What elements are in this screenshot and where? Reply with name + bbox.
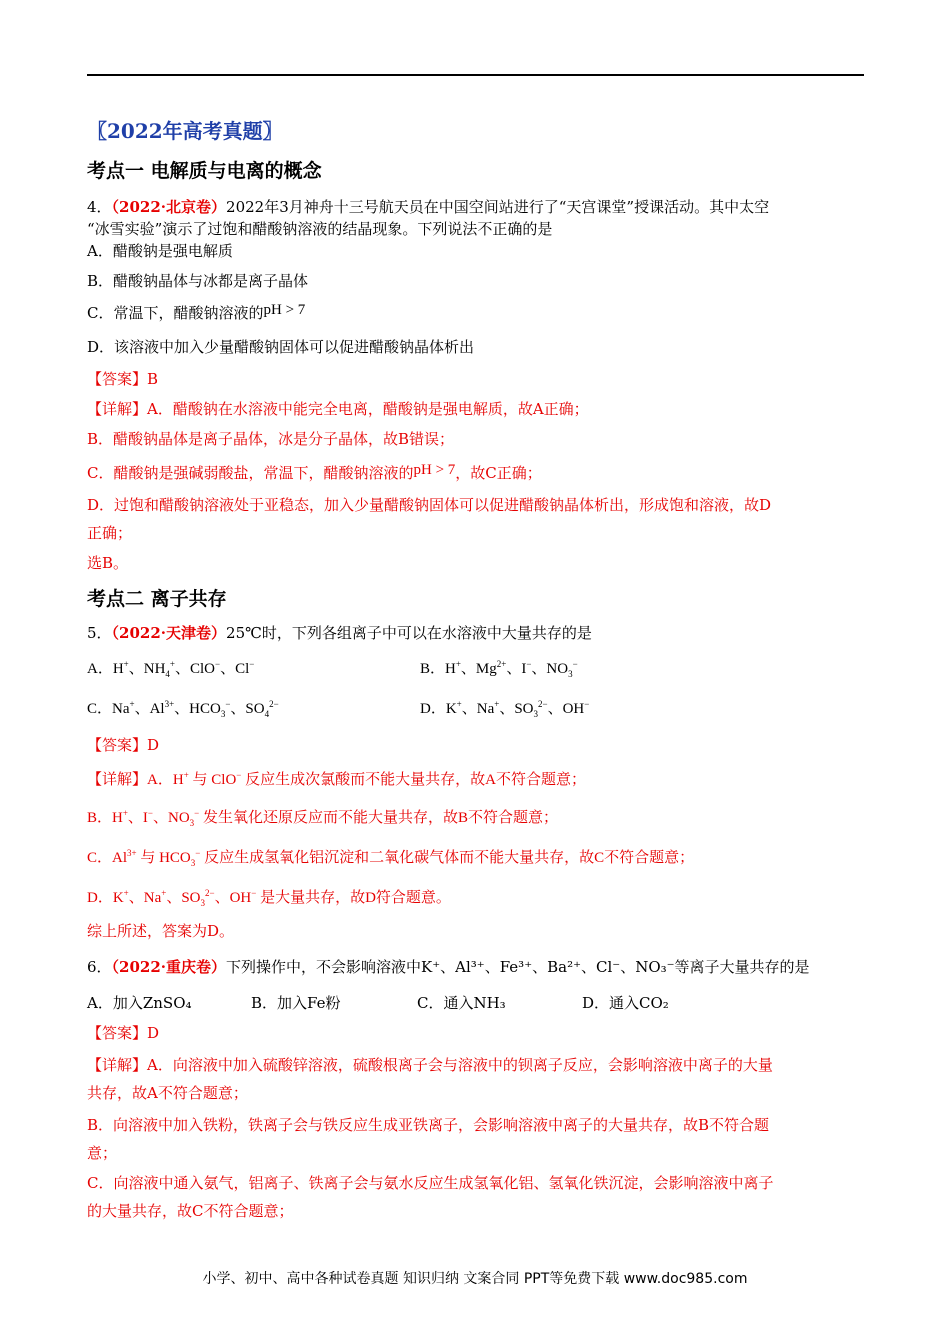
section-title-2: 考点二 离子共存	[87, 588, 227, 610]
q4-explanation-d2: 正确；	[87, 524, 133, 542]
q5-answer: 【答案】D	[87, 736, 160, 754]
q4-option-c-math: pH > 7	[263, 302, 306, 318]
q4-source: （2022·北京卷）	[111, 198, 227, 216]
q5-source: （2022·天津卷）	[111, 624, 227, 642]
q6-source: （2022·重庆卷）	[111, 958, 227, 976]
q6-options	[87, 992, 877, 1014]
q6-explanation-b1: B．向溶液中加入铁粉，铁离子会与铁反应生成亚铁离子，会影响溶液中离子的大量共存，故B不符合题	[87, 1116, 770, 1134]
q4-explanation-b: B．醋酸钠晶体是离子晶体，冰是分子晶体，故B错误；	[87, 430, 455, 448]
q5-explanation-c: C．$Al^{3+}$ 与 $HCO_3^-$ 反应生成氢氧化铝沉淀和二氧化碳气体而不能大量共存，故C不符合题意；	[87, 848, 695, 868]
q6-option-a: A．加入ZnSO₄	[87, 994, 192, 1012]
q4-explanation-a: 【详解】A．醋酸钠在水溶液中能完全电离，醋酸钠是强电解质，故A正确；	[87, 400, 589, 418]
q6-option-b: B．加入Fe粉	[251, 994, 341, 1012]
q6-explanation-a1: 【详解】A．向溶液中加入硫酸锌溶液，硫酸根离子会与溶液中的钡离子反应，会影响溶液中离子的大量	[87, 1056, 773, 1074]
q4-option-c: C．常温下，醋酸钠溶液的pH > 7	[87, 302, 306, 322]
q6-stem: 6．（2022·重庆卷）下列操作中，不会影响溶液中K⁺、Al³⁺、Fe³⁺、Ba²⁺、Cl⁻、NO₃⁻等离子大量共存的是	[87, 958, 810, 976]
q5-options-cd	[87, 698, 877, 720]
q5-stem: 5．（2022·天津卷）25℃时，下列各组离子中可以在水溶液中大量共存的是	[87, 624, 592, 642]
q6-explanation-c1: C．向溶液中通入氨气，铝离子、铁离子会与氨水反应生成氢氧化铝、氢氧化铁沉淀，会影响溶液中离子	[87, 1174, 774, 1192]
q6-option-d: D．通入CO₂	[582, 994, 669, 1012]
q4-option-d: D．该溶液中加入少量醋酸钠固体可以促进醋酸钠晶体析出	[87, 338, 475, 356]
footer-text: 小学、初中、高中各种试卷真题 知识归纳 文案合同 PPT等免费下载 www.doc985.com	[202, 1271, 748, 1287]
q6-explanation-c2: 的大量共存，故C不符合题意；	[87, 1202, 294, 1220]
q5-option-b: B．H+、$Mg^{2+}$、I−、$NO_3^-$	[420, 659, 578, 679]
q4-option-b: B．醋酸钠晶体与冰都是离子晶体	[87, 272, 309, 290]
q4-explanation-c: C．醋酸钠是强碱弱酸盐，常温下，醋酸钠溶液的pH > 7，故C正确；	[87, 462, 542, 482]
q6-explanation-a2: 共存，故A不符合题意；	[87, 1084, 248, 1102]
q4-explanation-conclusion: 选B。	[87, 554, 129, 572]
q5-option-a: A．H+、$NH_4^+$、ClO−、Cl−	[87, 659, 255, 679]
q5-conclusion: 综上所述，答案为D。	[87, 922, 235, 940]
q6-answer: 【答案】D	[87, 1024, 160, 1042]
q5-option-d: D．K+、Na+、$SO_3^{2-}$、OH−	[420, 699, 590, 719]
q5-options-ab	[87, 658, 877, 680]
q4-option-a: A．醋酸钠是强电解质	[87, 242, 233, 260]
q4-stem-line1: 4．（2022·北京卷）2022年3月神舟十三号航天员在中国空间站进行了“天宫课堂”授课活动。其中太空	[87, 198, 770, 216]
q4-stem-line2: “冰雪实验”演示了过饱和醋酸钠溶液的结晶现象。下列说法不正确的是	[87, 220, 553, 238]
q6-explanation-b2: 意；	[87, 1144, 118, 1162]
q5-option-c: C．Na+、$Al^{3+}$、$HCO_3^-$、$SO_4^{2-}$	[87, 699, 279, 719]
q6-option-c: C．通入NH₃	[417, 994, 506, 1012]
top-rule	[87, 74, 864, 76]
q5-explanation-d: D．K+、Na+、$SO_3^{2-}$、OH− 是大量共存，故D符合题意。	[87, 888, 451, 908]
section-title-1: 考点一 电解质与电离的概念	[87, 160, 322, 182]
q4-explanation-d1: D．过饱和醋酸钠溶液处于亚稳态，加入少量醋酸钠固体可以促进醋酸钠晶体析出，形成饱和溶液，故D	[87, 496, 772, 514]
year-title: 〖2022年高考真题〗	[87, 119, 283, 143]
q5-explanation-a: 【详解】A．H+ 与 ClO− 反应生成次氯酸而不能大量共存，故A不符合题意；	[87, 770, 586, 788]
q5-explanation-b: B．H+、I−、$NO_3^-$ 发生氧化还原反应而不能大量共存，故B不符合题意；	[87, 808, 559, 828]
q4-answer: 【答案】B	[87, 370, 159, 388]
